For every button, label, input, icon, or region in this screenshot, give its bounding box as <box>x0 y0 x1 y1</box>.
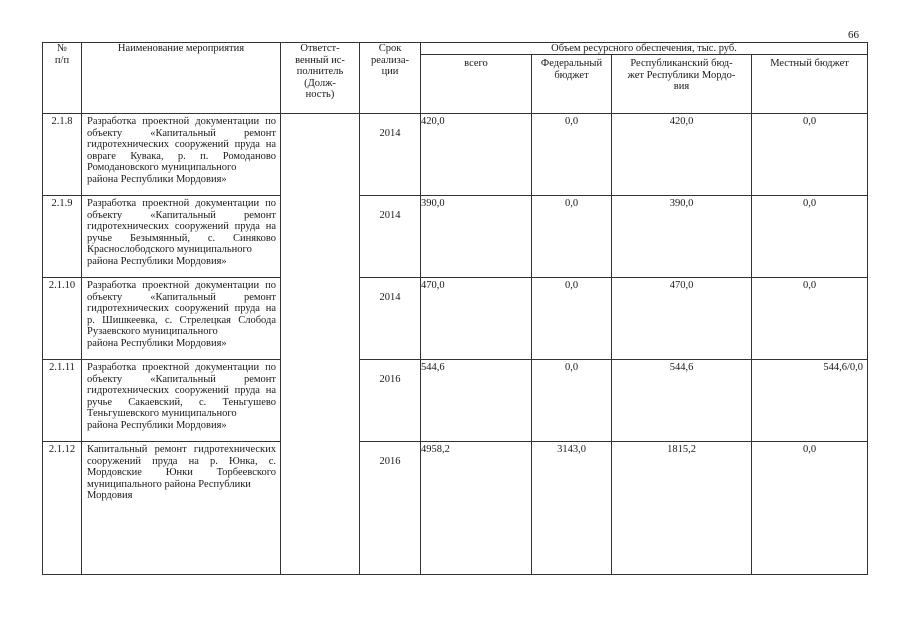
cell-term: 2014 <box>360 114 421 196</box>
cell-name-last: района Республики Мордовия» <box>87 337 227 349</box>
header-name-text: Наименование мероприятия <box>117 43 245 54</box>
header-responsible-text: Ответст- венный ис- полнитель (Долж- ность) <box>295 43 345 101</box>
table-row <box>43 196 868 278</box>
page-number: 66 <box>848 29 859 41</box>
cell-total: 420,0 <box>421 114 532 196</box>
cell-term: 2016 <box>360 360 421 442</box>
cell-federal: 0,0 <box>532 196 612 278</box>
cell-responsible <box>281 278 360 360</box>
header-republic <box>612 55 752 114</box>
cell-responsible <box>281 442 360 575</box>
header-resource-group-text: Объем ресурсного обеспечения, тыс. руб. <box>551 43 737 54</box>
cell-responsible <box>281 114 360 196</box>
header-federal-text: Федеральный бюджет <box>540 58 603 81</box>
header-num-text: № п/п <box>54 43 70 66</box>
cell-total: 544,6 <box>421 360 532 442</box>
cell-name <box>82 114 281 196</box>
cell-num: 2.1.8 <box>43 114 82 196</box>
cell-num: 2.1.10 <box>43 278 82 360</box>
cell-total: 470,0 <box>421 278 532 360</box>
cell-name-text: Разработка проектной документации по объекту «Капитальный ремонт гидротехнических сооружений пруда на овраге Кувака, р. п. Ромоданово Ромодановского муниципального <box>87 116 276 174</box>
header-local <box>752 55 868 114</box>
header-total-text: всего <box>464 58 488 69</box>
cell-num: 2.1.9 <box>43 196 82 278</box>
cell-name-last: района Республики Мордовия» <box>87 173 227 185</box>
cell-num: 2.1.11 <box>43 360 82 442</box>
cell-local: 0,0 <box>752 114 868 196</box>
cell-local: 0,0 <box>752 442 868 575</box>
cell-republic: 470,0 <box>612 278 752 360</box>
cell-name <box>82 196 281 278</box>
cell-name <box>82 360 281 442</box>
table-row <box>43 360 868 442</box>
cell-republic: 420,0 <box>612 114 752 196</box>
cell-name <box>82 278 281 360</box>
header-republic-text: Республиканский бюд- жет Республики Мордо- вия <box>627 58 736 93</box>
cell-name-text: Капитальный ремонт гидротехнических сооружений пруда на р. Юнка, с. Мордовские Юнки Торбеевского муниципального района Республики <box>87 444 276 490</box>
table-row <box>43 442 868 575</box>
header-responsible <box>281 43 360 114</box>
cell-republic: 390,0 <box>612 196 752 278</box>
cell-name-text: Разработка проектной документации по объекту «Капитальный ремонт гидротехнических сооружений пруда на ручье Сакаевский, с. Теньгушево Теньгушевского муниципального <box>87 362 276 420</box>
cell-name-last: района Республики Мордовия» <box>87 419 227 431</box>
cell-name-text: Разработка проектной документации по объекту «Капитальный ремонт гидротехнических сооружений пруда на р. Шишкеевка, с. Стрелецкая Слобода Рузаевского муниципального <box>87 280 276 338</box>
cell-local: 544,6/0,0 <box>752 360 868 442</box>
table-row <box>43 114 868 196</box>
cell-name-last: района Республики Мордовия» <box>87 255 227 267</box>
cell-term: 2016 <box>360 442 421 575</box>
header-resource-group <box>421 43 868 55</box>
header-num <box>43 43 82 114</box>
header-name <box>82 43 281 114</box>
cell-name <box>82 442 281 575</box>
header-local-text: Местный бюджет <box>770 58 849 69</box>
table-row <box>43 278 868 360</box>
cell-name-text: Разработка проектной документации по объекту «Капитальный ремонт гидротехнических сооружений пруда на ручье Безымянный, с. Синяково Краснослободского муниципального <box>87 198 276 256</box>
cell-term: 2014 <box>360 278 421 360</box>
cell-republic: 1815,2 <box>612 442 752 575</box>
cell-local: 0,0 <box>752 196 868 278</box>
resource-table <box>42 42 868 575</box>
header-term-text: Срок реализа- ции <box>371 43 409 78</box>
header-federal <box>532 55 612 114</box>
cell-total: 4958,2 <box>421 442 532 575</box>
cell-federal: 3143,0 <box>532 442 612 575</box>
cell-republic: 544,6 <box>612 360 752 442</box>
cell-federal: 0,0 <box>532 360 612 442</box>
cell-federal: 0,0 <box>532 278 612 360</box>
cell-term: 2014 <box>360 196 421 278</box>
cell-name-last: Мордовия <box>87 490 133 502</box>
cell-responsible <box>281 360 360 442</box>
cell-num: 2.1.12 <box>43 442 82 575</box>
cell-total: 390,0 <box>421 196 532 278</box>
cell-local: 0,0 <box>752 278 868 360</box>
cell-federal: 0,0 <box>532 114 612 196</box>
cell-responsible <box>281 196 360 278</box>
header-term <box>360 43 421 114</box>
header-total <box>421 55 532 114</box>
